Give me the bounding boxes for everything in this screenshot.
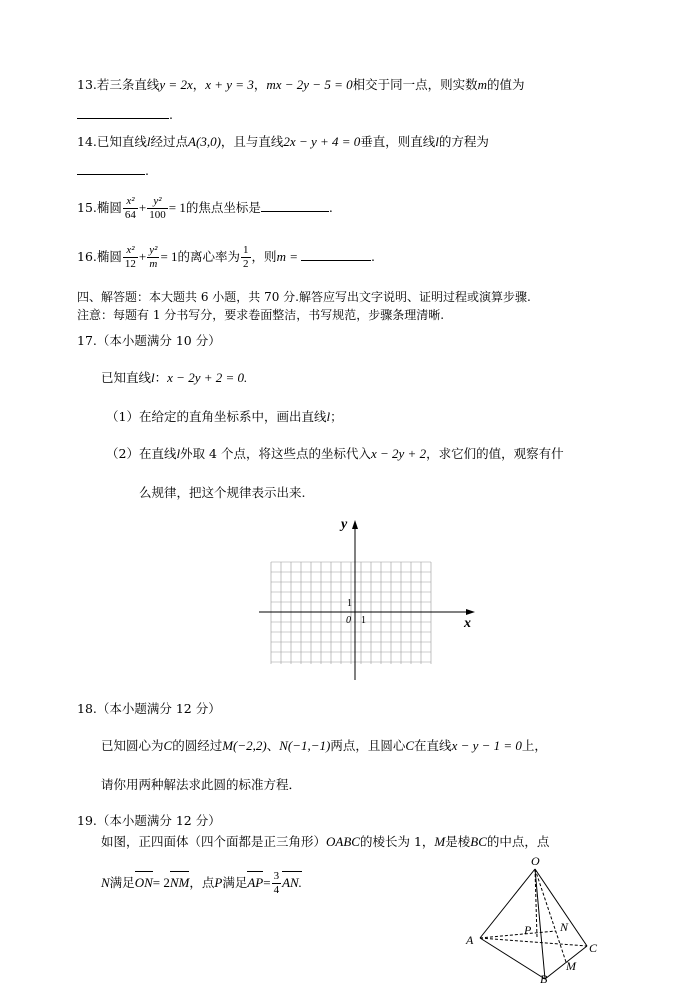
q19-text-end: 的中点，点: [486, 834, 550, 849]
section4-title: 四、解答题：本大题共 6 小题，共 70 分.解答应写出文字说明、证明过程或演算步骤.: [77, 290, 531, 304]
q15-equals-one: = 1: [168, 200, 186, 215]
q13-line3-eq: mx − 2y − 5 = 0: [266, 77, 353, 92]
x-axis-arrow: [466, 609, 475, 615]
q13-text-post: 相交于同一点，则实数: [352, 77, 478, 92]
q19-text-pre: 如图，正四面体（四个面都是正三角形）: [101, 834, 327, 849]
q17-part2-cont: 么规律，把这个规律表示出来.: [139, 485, 306, 500]
q14-var-l: l: [146, 134, 151, 149]
q13-line2-eq: x + y = 3: [205, 77, 254, 92]
q18-line-eq: x − y − 1 = 0: [451, 738, 522, 753]
q15-text-end: 的焦点坐标是: [185, 200, 261, 215]
q14-text-end: 的方程为: [438, 134, 489, 149]
label-n: N: [560, 920, 569, 934]
q16-answer-blank[interactable]: [301, 249, 371, 261]
q17-part2: [106, 445, 564, 463]
q16-half-den: 2: [243, 258, 249, 270]
q16-frac2-num: y²: [149, 244, 158, 256]
q16-m-equals: m =: [276, 249, 298, 264]
q19-vector-an: AN.: [282, 872, 302, 894]
q14-text-mid3: 垂直，则直线: [360, 134, 436, 149]
q16-fraction-x: [123, 244, 138, 271]
q13-sep2: ，: [253, 77, 267, 92]
q17-part2-l: l: [176, 446, 181, 461]
q18-var-c: C: [163, 738, 173, 753]
q13-line1-eq: y = 2x: [159, 77, 193, 92]
x-axis-label: x: [464, 616, 471, 631]
q16-frac1-den: 12: [124, 258, 136, 270]
q15-plus: +: [138, 200, 147, 215]
q19-bc: BC: [470, 834, 487, 849]
q15-frac2-den: 100: [149, 209, 166, 221]
q14-text-pre: 已知直线: [96, 134, 147, 149]
q19-header: 19.（本小题满分 12 分）: [77, 813, 221, 828]
q14-line-eq: 2x − y + 4 = 0: [283, 134, 361, 149]
q19-vector-nm: NM: [170, 872, 190, 894]
q19-frac-den: 4: [273, 884, 280, 896]
q13-line1: [77, 76, 525, 94]
q18-sep: 、: [266, 738, 280, 753]
q13-text-pre: 若三条直线: [96, 77, 160, 92]
q17-part1-end: ；: [330, 409, 343, 424]
q14-text-mid2: ，且与直线: [220, 134, 284, 149]
q19-frac-num: 3: [273, 870, 280, 882]
q14-answer-blank[interactable]: [77, 163, 145, 175]
q14-point-a: A(3,0): [188, 134, 221, 149]
q14-text-mid1: 经过点: [150, 134, 189, 149]
q18-text-mid: 的圆经过: [172, 738, 223, 753]
q19-equals-2: = 2: [152, 875, 170, 890]
q19-text-pre2: 满足: [109, 875, 135, 890]
q14-period: .: [145, 163, 149, 178]
q13-var-m: m: [477, 77, 487, 92]
q14-line1: [77, 133, 489, 151]
q18-text-pre: 已知圆心为: [101, 738, 164, 753]
q15-fraction-x: [123, 195, 138, 222]
q19-oabc: OABC: [326, 834, 360, 849]
q16-fraction-half: [241, 244, 251, 271]
q17-given-l: l: [151, 370, 155, 385]
q19-text-mid2: 是棱: [445, 834, 471, 849]
segment-an-dashed: [480, 931, 556, 938]
label-b: B: [540, 972, 548, 983]
q17-part2-pre: （2）在直线: [106, 446, 177, 461]
grid-lines: [271, 562, 431, 664]
q18-line2: 请你用两种解法求此圆的标准方程．: [101, 777, 302, 792]
q13-number: 13.: [77, 77, 97, 92]
q15-number: 15.: [77, 200, 97, 215]
q16-half-num: 1: [243, 244, 249, 256]
q19-line2: [101, 870, 302, 897]
q17-given-colon: ：: [154, 370, 168, 385]
q16-equals-one: = 1: [160, 249, 178, 264]
q17-part2-end: ，求它们的值，观察有什: [426, 446, 564, 461]
q18-line1: [101, 737, 547, 755]
q17-part1-text: （1）在给定的直角坐标系中，画出直线: [106, 409, 327, 424]
q13-answer-line: [77, 106, 173, 124]
q14-answer-line: [77, 162, 149, 180]
edge-ac-dashed: [480, 938, 587, 946]
q19-text-mid3: ，点: [189, 875, 215, 890]
q15-fraction-y: [147, 195, 168, 222]
q19-var-n: N: [101, 875, 110, 890]
q19-var-p: P: [214, 875, 223, 890]
coordinate-grid[interactable]: [255, 512, 485, 684]
q18-text-mid3: 在直线: [414, 738, 452, 753]
q17-part2-mid: 外取 4 个点，将这些点的坐标代入: [180, 446, 371, 461]
x-tick-1: 1: [361, 615, 366, 626]
q18-point-n: N(−1,−1): [279, 738, 331, 753]
q19-fraction-3-4: [272, 870, 282, 897]
q18-point-m: M(−2,2): [222, 738, 267, 753]
q15-frac1-den: 64: [124, 209, 136, 221]
q19-equals: =: [263, 875, 271, 890]
q17-header: 17.（本小题满分 10 分）: [77, 333, 221, 348]
q19-vector-ap: AP: [247, 872, 263, 894]
q17-given: [101, 369, 247, 387]
label-c: C: [589, 941, 598, 955]
q13-sep1: ，: [192, 77, 206, 92]
q17-part1-l: l: [326, 409, 331, 424]
q16-text-pre: 椭圆: [96, 249, 122, 264]
q16-line: [77, 240, 375, 274]
q18-header: 18.（本小题满分 12 分）: [77, 701, 221, 716]
q17-given-pre: 已知直线: [101, 370, 152, 385]
q18-text-mid2: 两点，且圆心: [330, 738, 406, 753]
y-tick-1: 1: [347, 598, 352, 609]
q19-var-m: M: [434, 834, 446, 849]
q16-number: 16.: [77, 249, 97, 264]
q15-answer-blank[interactable]: [261, 200, 329, 212]
q16-period: .: [370, 249, 375, 264]
section4-note: 注意：每题有 1 分书写分，要求卷面整洁，书写规范，步骤条理清晰.: [77, 308, 445, 322]
q16-text-comma: ，则: [251, 249, 277, 264]
label-a: A: [466, 933, 474, 947]
q15-period: .: [328, 200, 333, 215]
q16-plus: +: [138, 249, 147, 264]
q19-text-mid4: 满足: [222, 875, 248, 890]
q19-text-mid: 的棱长为 1，: [359, 834, 435, 849]
tetrahedron-figure: [460, 852, 610, 983]
q16-fraction-y: [147, 244, 159, 271]
q15-text-pre: 椭圆: [96, 200, 122, 215]
origin-label: 0: [346, 615, 351, 626]
label-o: O: [531, 854, 540, 868]
label-m: M: [566, 959, 576, 973]
q15-line: [77, 191, 333, 225]
q13-answer-blank[interactable]: [77, 107, 169, 119]
q16-text-mid: 的离心率为: [177, 249, 241, 264]
q18-text-end: 上，: [521, 738, 547, 753]
q13-text-end: 的值为: [487, 77, 525, 92]
label-p: P: [524, 923, 532, 937]
q17-part2-expr: x − 2y + 2: [370, 446, 427, 461]
q15-frac2-num: y²: [147, 195, 168, 209]
q14-number: 14.: [77, 134, 97, 149]
q16-frac2-den: m: [149, 258, 158, 270]
y-axis-label: y: [341, 517, 348, 532]
q15-frac1-num: x²: [123, 195, 138, 209]
edge-ab: [480, 938, 545, 979]
q17-given-eq: x − 2y + 2 = 0.: [167, 370, 248, 385]
q16-frac1-num: x²: [123, 244, 138, 258]
q17-part1: [106, 408, 343, 426]
q18-var-c2: C: [405, 738, 415, 753]
q19-vector-on: ON: [135, 872, 153, 894]
q14-var-l2: l: [435, 134, 439, 149]
edge-oc: [535, 869, 587, 946]
q19-line1: [101, 833, 549, 851]
q13-period: .: [169, 107, 173, 122]
y-axis-arrow: [352, 520, 358, 529]
